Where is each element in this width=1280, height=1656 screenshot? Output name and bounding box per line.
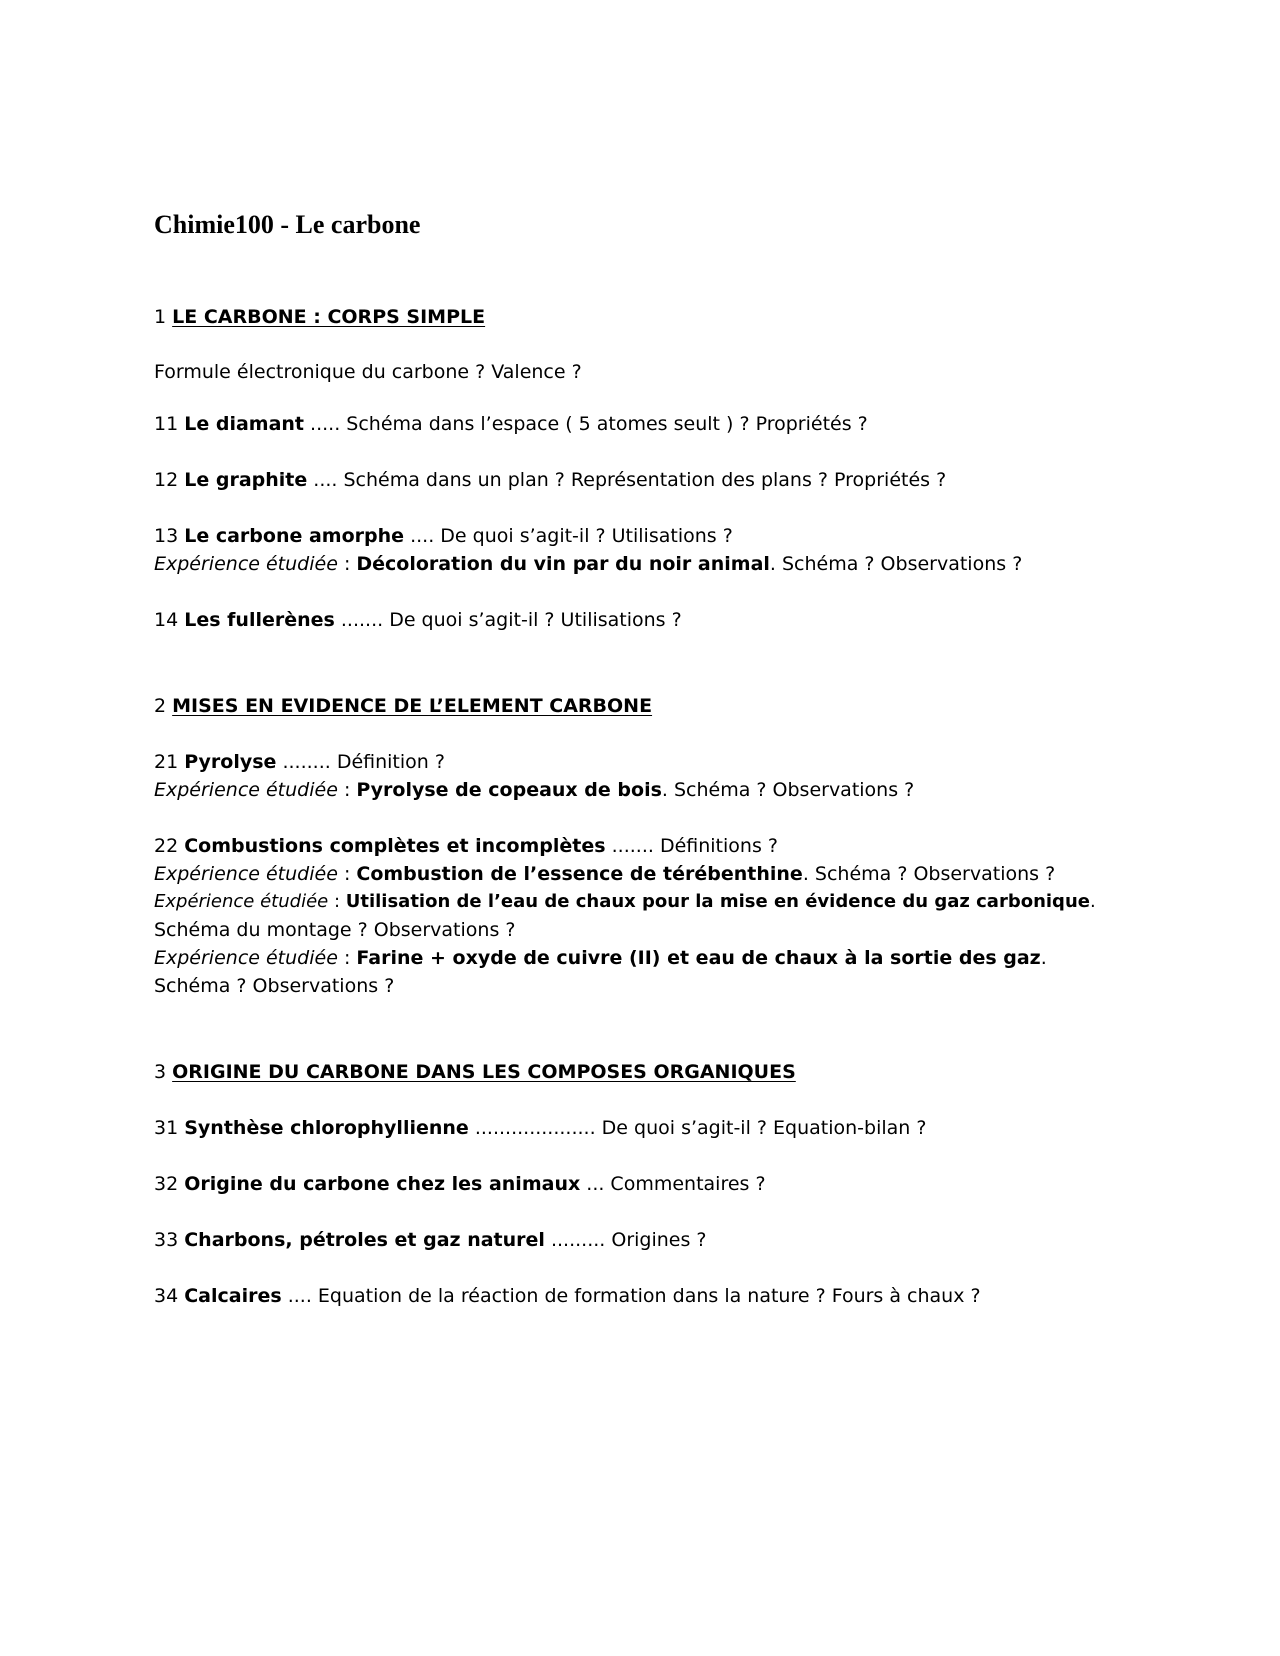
section-2-heading	[154, 692, 652, 720]
section-title: MISES EN EVIDENCE DE L’ELEMENT CARBONE	[172, 695, 653, 717]
item-text: ....... De quoi s’agit-il ? Utilisations ?	[334, 609, 682, 631]
section-number: 3	[154, 1061, 167, 1083]
section-number: 1	[154, 306, 167, 328]
page-title: Chimie100 - Le carbone	[154, 210, 421, 239]
experiment-title: Farine + oxyde de cuivre (II) et eau de chaux à la sortie des gaz	[356, 947, 1041, 969]
experiment-sep: :	[337, 947, 357, 969]
item-number: 33	[154, 1229, 179, 1251]
section-number: 2	[154, 695, 167, 717]
experiment-sep: :	[337, 779, 357, 801]
item-title: Le graphite	[184, 469, 308, 491]
item-title: Combustions complètes et incomplètes	[184, 835, 606, 857]
item-number: 31	[154, 1117, 179, 1139]
item-title: Les fullerènes	[184, 609, 335, 631]
section-title: LE CARBONE : CORPS SIMPLE	[172, 306, 486, 328]
item-text: .................... De quoi s’agit-il ? Equation-bilan ?	[468, 1117, 927, 1139]
item-title: Origine du carbone chez les animaux	[184, 1173, 581, 1195]
item-number: 21	[154, 751, 179, 773]
item-text: ......... Origines ?	[544, 1229, 707, 1251]
experiment-label: Expérience étudiée	[154, 553, 338, 575]
item-number: 12	[154, 469, 179, 491]
item-number: 14	[154, 609, 179, 631]
section-1-intro: Formule électronique du carbone ? Valence ?	[154, 361, 582, 383]
experiment-title: Décoloration du vin par du noir animal	[356, 553, 770, 575]
experiment-sep: :	[337, 863, 357, 885]
item-number: 22	[154, 835, 179, 857]
item-text: .... Schéma dans un plan ? Représentation des plans ? Propriétés ?	[307, 469, 947, 491]
experiment-text: .	[1089, 891, 1096, 912]
experiment-22c	[154, 944, 1047, 972]
item-number: 13	[154, 525, 179, 547]
experiment-sep: :	[328, 891, 346, 912]
experiment-title: Utilisation de l’eau de chaux pour la mise en évidence du gaz carbonique	[345, 891, 1090, 912]
item-title: Le carbone amorphe	[184, 525, 405, 547]
experiment-label: Expérience étudiée	[154, 947, 338, 969]
experiment-22b	[154, 888, 1096, 916]
experiment-title: Combustion de l’essence de térébenthine	[356, 863, 803, 885]
section-title: ORIGINE DU CARBONE DANS LES COMPOSES ORGANIQUES	[172, 1061, 796, 1083]
experiment-text: . Schéma ? Observations ?	[802, 863, 1056, 885]
experiment-22a	[154, 860, 1055, 888]
item-33	[154, 1226, 707, 1254]
item-13	[154, 522, 733, 550]
experiment-label: Expérience étudiée	[154, 891, 329, 912]
experiment-22b-continuation: Schéma du montage ? Observations ?	[154, 919, 516, 941]
item-34	[154, 1282, 981, 1310]
section-3-heading	[154, 1058, 796, 1086]
item-text: ..... Schéma dans l’espace ( 5 atomes seult ) ? Propriétés ?	[304, 413, 868, 435]
experiment-21	[154, 776, 914, 804]
experiment-13	[154, 550, 1022, 578]
item-text: .... De quoi s’agit-il ? Utilisations ?	[404, 525, 733, 547]
item-text: ........ Définition ?	[276, 751, 445, 773]
experiment-text: .	[1040, 947, 1047, 969]
experiment-label: Expérience étudiée	[154, 779, 338, 801]
item-title: Calcaires	[184, 1285, 282, 1307]
item-11	[154, 410, 868, 438]
item-31	[154, 1114, 926, 1142]
experiment-sep: :	[337, 553, 357, 575]
experiment-text: . Schéma ? Observations ?	[769, 553, 1023, 575]
item-text: ....... Définitions ?	[605, 835, 778, 857]
item-12	[154, 466, 946, 494]
experiment-22c-continuation: Schéma ? Observations ?	[154, 975, 395, 997]
item-number: 11	[154, 413, 179, 435]
item-32	[154, 1170, 766, 1198]
item-number: 34	[154, 1285, 179, 1307]
item-text: ... Commentaires ?	[580, 1173, 766, 1195]
item-number: 32	[154, 1173, 179, 1195]
experiment-text: . Schéma ? Observations ?	[661, 779, 915, 801]
item-14	[154, 606, 682, 634]
item-title: Pyrolyse	[184, 751, 277, 773]
item-21	[154, 748, 445, 776]
item-title: Synthèse chlorophyllienne	[184, 1117, 469, 1139]
item-22	[154, 832, 778, 860]
item-text: .... Equation de la réaction de formation dans la nature ? Fours à chaux ?	[281, 1285, 981, 1307]
experiment-title: Pyrolyse de copeaux de bois	[356, 779, 662, 801]
experiment-label: Expérience étudiée	[154, 863, 338, 885]
section-1-heading	[154, 303, 485, 331]
item-title: Charbons, pétroles et gaz naturel	[184, 1229, 545, 1251]
item-title: Le diamant	[184, 413, 305, 435]
